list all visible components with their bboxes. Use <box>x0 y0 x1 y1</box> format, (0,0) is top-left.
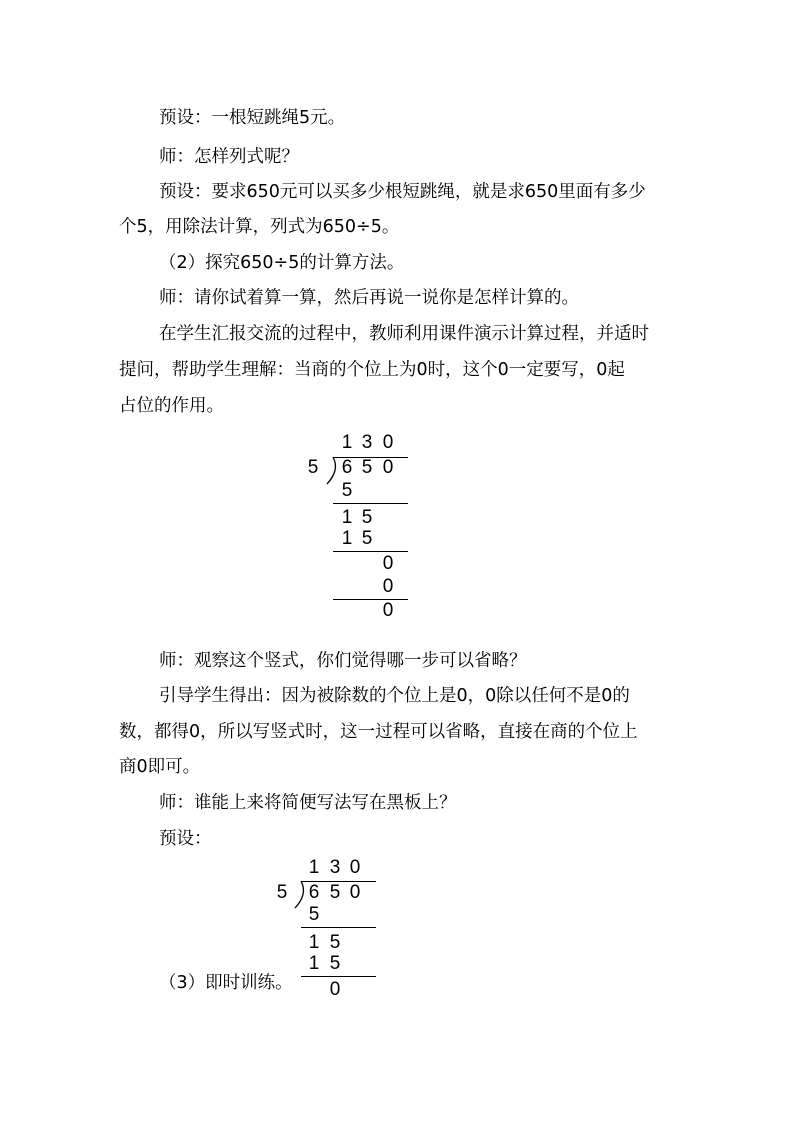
step-digit: 5 <box>329 932 341 953</box>
quotient-digit: 3 <box>329 857 341 878</box>
paragraph: 师：观察这个竖式，你们觉得哪一步可以省略？ <box>159 651 527 671</box>
paragraph: 个5，用除法计算，列式为650÷5。 <box>119 217 400 237</box>
dividend-digit: 6 <box>341 457 353 478</box>
quotient-digit: 1 <box>341 432 353 453</box>
paragraph: 预设：一根短跳绳5元。 <box>159 108 346 128</box>
quotient-digit: 0 <box>382 432 394 453</box>
step-line <box>333 503 408 504</box>
paragraph: 师：请你试着算一算，然后再说一说你是怎样计算的。 <box>159 288 579 308</box>
quotient-digit: 3 <box>361 432 373 453</box>
step-digit: 0 <box>382 600 394 621</box>
step-line <box>333 551 408 552</box>
paragraph: 师：怎样列式呢？ <box>159 147 299 167</box>
step-digit: 1 <box>308 953 320 974</box>
dividend-digit: 5 <box>361 457 373 478</box>
quotient-digit: 0 <box>349 857 361 878</box>
step-digit: 1 <box>341 528 353 549</box>
step-digit: 5 <box>308 904 320 925</box>
step-digit: 5 <box>329 953 341 974</box>
step-digit: 0 <box>382 553 394 574</box>
paragraph: （2）探究650÷5的计算方法。 <box>159 253 405 273</box>
division-bracket <box>320 456 340 486</box>
step-digit: 1 <box>341 507 353 528</box>
step-digit: 0 <box>329 979 341 1000</box>
step-digit: 0 <box>382 576 394 597</box>
paragraph: 提问，帮助学生理解：当商的个位上为0时，这个0一定要写，0起 <box>119 360 625 380</box>
step-digit: 5 <box>361 507 373 528</box>
dividend-digit: 0 <box>382 457 394 478</box>
step-line <box>301 927 376 928</box>
dividend-digit: 0 <box>349 882 361 903</box>
paragraph: 在学生汇报交流的过程中，教师利用课件演示计算过程，并适时 <box>159 324 649 344</box>
dividend-digit: 5 <box>329 882 341 903</box>
paragraph: 预设：要求650元可以买多少根短跳绳，就是求650里面有多少 <box>159 182 646 202</box>
paragraph: 引导学生得出：因为被除数的个位上是0，0除以任何不是0的 <box>159 686 630 706</box>
paragraph: 数，都得0，所以写竖式时，这一过程可以省略，直接在商的个位上 <box>119 722 638 742</box>
dividend-digit: 6 <box>308 882 320 903</box>
paragraph: 商0即可。 <box>119 757 201 777</box>
paragraph: （3）即时训练。 <box>159 973 293 993</box>
divisor: 5 <box>276 882 288 903</box>
step-digit: 5 <box>341 480 353 501</box>
step-digit: 1 <box>308 932 320 953</box>
paragraph: 师：谁能上来将简便写法写在黑板上？ <box>159 793 457 813</box>
divisor: 5 <box>307 457 319 478</box>
paragraph: 预设： <box>159 829 212 849</box>
quotient-digit: 1 <box>308 857 320 878</box>
paragraph: 占位的作用。 <box>119 396 224 416</box>
step-line <box>301 976 376 977</box>
step-digit: 5 <box>361 528 373 549</box>
